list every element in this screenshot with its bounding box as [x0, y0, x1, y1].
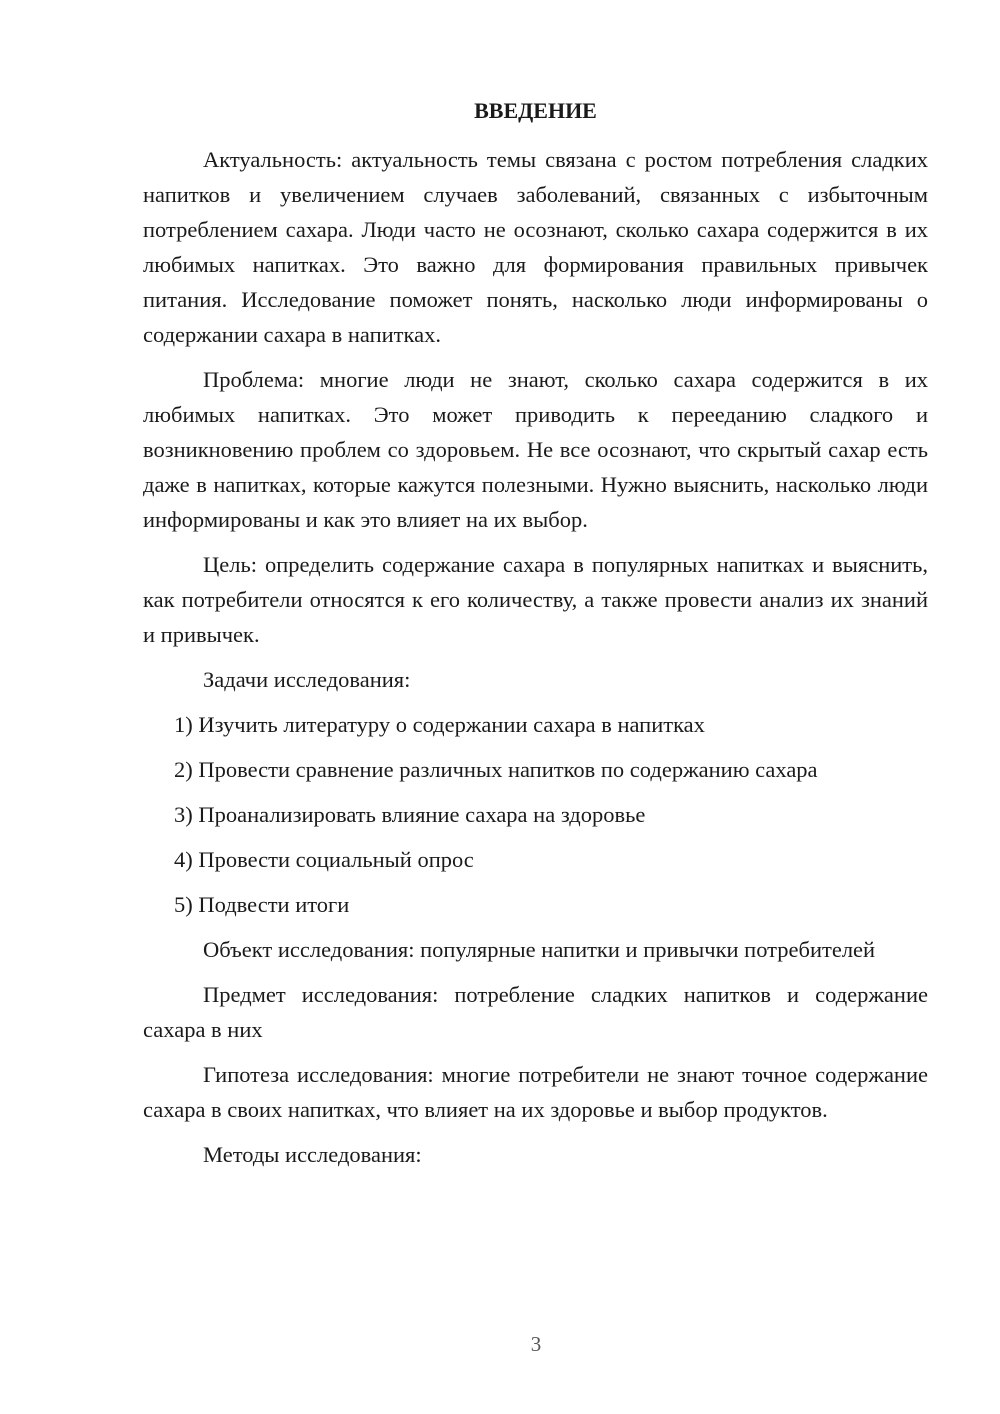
subject-paragraph: Предмет исследования: потребление сладких напитков и содержание сахара в них [143, 982, 928, 1042]
problem-paragraph: Проблема: многие люди не знают, сколько сахара содержится в их любимых напитках. Это может приводить к перееданию сладкого и возникновению проблем со здоровьем. Не все осознают, что скрытый сахар есть даже в напитках, которые кажутся полезными. Нужно выяснить, насколько люди информированы и как это влияет на их выбор. [143, 367, 928, 532]
section-heading: ВВЕДЕНИЕ [474, 98, 597, 123]
list-item: 5) Подвести итоги [174, 892, 350, 917]
hypothesis-paragraph: Гипотеза исследования: многие потребители не знают точное содержание сахара в своих напитках, что влияет на их здоровье и выбор продуктов. [143, 1062, 928, 1122]
methods-title: Методы исследования: [203, 1142, 422, 1167]
relevance-paragraph: Актуальность: актуальность темы связана с ростом потребления сладких напитков и увеличением случаев заболеваний, связанных с избыточным потреблением сахара. Люди часто не осознают, сколько сахара содержится в их любимых напитках. Это важно для формирования правильных привычек питания. Исследование поможет понять, насколько люди информированы о содержании сахара в напитках. [143, 147, 928, 347]
list-item: 3) Проанализировать влияние сахара на здоровье [174, 802, 646, 827]
list-item: 2) Провести сравнение различных напитков по содержанию сахара [174, 757, 818, 782]
page-content [143, 94, 928, 1182]
object-paragraph: Объект исследования: популярные напитки и привычки потребителей [203, 937, 876, 962]
list-item: 4) Провести социальный опрос [174, 847, 474, 872]
tasks-list [143, 707, 928, 922]
goal-paragraph: Цель: определить содержание сахара в популярных напитках и выяснить, как потребители относятся к его количеству, а также провести анализ их знаний и привычек. [143, 552, 928, 647]
tasks-title: Задачи исследования: [203, 667, 411, 692]
list-item: 1) Изучить литературу о содержании сахара в напитках [174, 712, 705, 737]
page-number: 3 [530, 1332, 542, 1356]
